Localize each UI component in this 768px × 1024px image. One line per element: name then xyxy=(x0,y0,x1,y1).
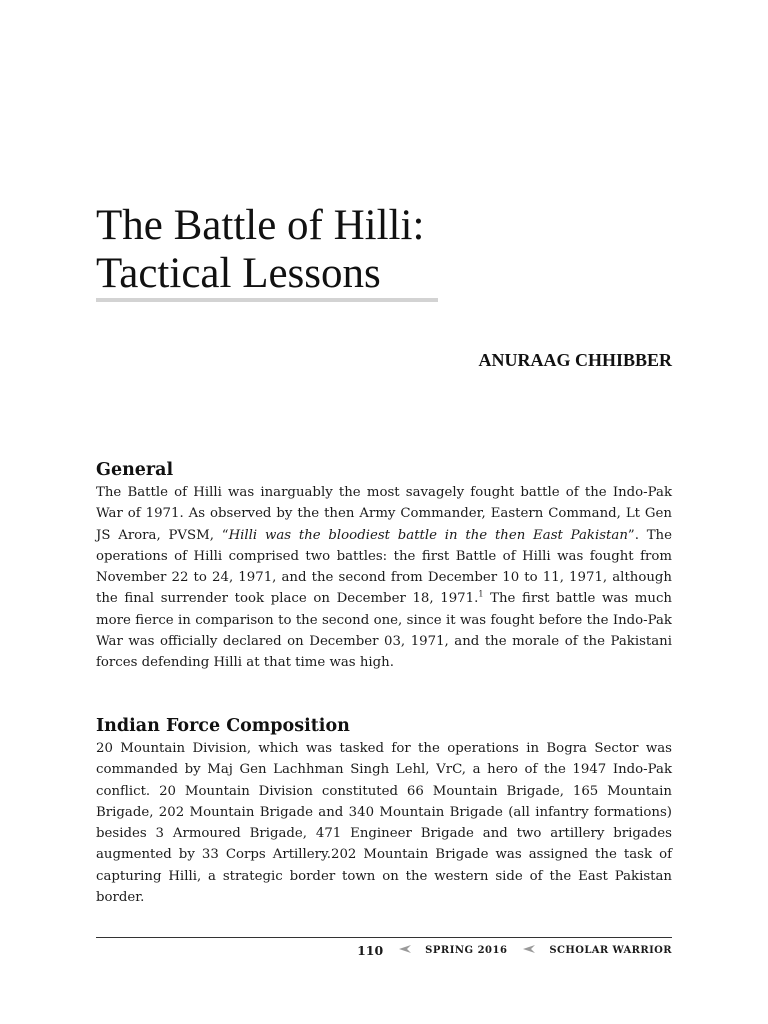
article-title-line-1: The Battle of Hilli: xyxy=(96,202,425,249)
paragraph-text: ”. The operations of Hilli comprised two battles: the first Battle of Hilli was fought from November 22 to 24, 1971, and the second from December 10 to 11, 1971, although the final surrender took place on December 18, 1971. xyxy=(96,527,672,607)
section-general xyxy=(96,458,672,674)
journal-name: SCHOLAR WARRIOR xyxy=(549,944,672,956)
page-footer xyxy=(357,942,672,958)
issue-date: SPRING 2016 xyxy=(425,944,508,956)
author-name: ANURAAG CHHIBBER xyxy=(478,350,672,370)
title-underline xyxy=(96,298,438,302)
section-paragraph xyxy=(96,482,672,674)
paragraph-text: The first battle was much more fierce in comparison to the second one, since it was fought before the Indo-Pak War was officially declared on December 03, 1971, and the morale of the Pakistani forces defending Hilli at that time was high. xyxy=(96,591,672,671)
paragraph-text: The Battle of Hilli was inarguably the most savagely fought battle of the Indo-Pak War of 1971. As observed by the then Army Commander, Eastern Command, Lt Gen JS Arora, PVSM, “ xyxy=(96,485,672,543)
section-heading: General xyxy=(96,460,174,480)
page-number: 110 xyxy=(357,942,384,958)
article-title-line-2: Tactical Lessons xyxy=(96,250,381,297)
section-indian-force-composition xyxy=(96,714,672,908)
article-title xyxy=(96,202,424,298)
left-arrowhead-icon xyxy=(523,945,535,956)
section-paragraph: 20 Mountain Division, which was tasked for the operations in Bogra Sector was commanded by Maj Gen Lachhman Singh Lehl, VrC, a hero of the 1947 Indo-Pak conflict. 20 Mountain Division constituted 66 Mountain Brigade, 165 Mountain Brigade, 202 Mountain Brigade and 340 Mountain Brigade (all infantry formations) besides 3 Armoured Brigade, 471 Engineer Brigade and two artillery brigades augmented by 33 Corps Artillery.202 Mountain Brigade was assigned the task of capturing Hilli, a strategic border town on the western side of the East Pakistan border. xyxy=(96,741,672,906)
footnote-reference[interactable]: 1 xyxy=(478,590,484,600)
section-heading: Indian Force Composition xyxy=(96,716,350,736)
footer-rule xyxy=(96,937,672,938)
left-arrowhead-icon xyxy=(399,945,411,956)
quotation-text: Hilli was the bloodiest battle in the then East Pakistan xyxy=(228,527,628,543)
